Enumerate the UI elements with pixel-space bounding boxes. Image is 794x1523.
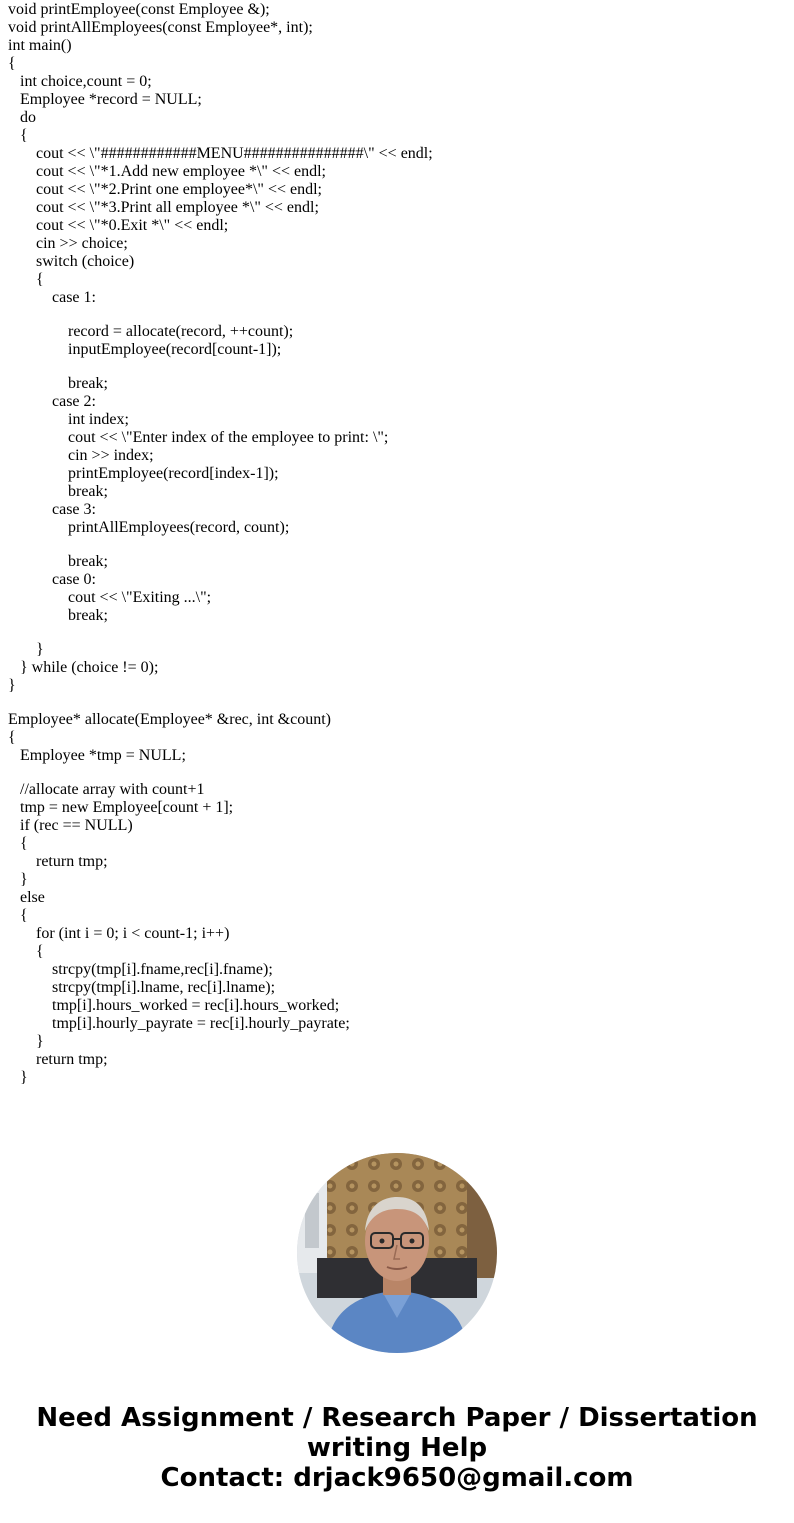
code-line: cout << \"*1.Add new employee *\" << endl; xyxy=(8,163,326,180)
code-line: tmp = new Employee[count + 1]; xyxy=(8,799,234,816)
code-line xyxy=(8,695,786,711)
code-line: do xyxy=(8,109,36,126)
code-line: { xyxy=(8,271,44,288)
code-line: cout << \"*2.Print one employee*\" << endl; xyxy=(8,181,322,198)
presenter-portrait-icon xyxy=(297,1153,497,1353)
code-line xyxy=(8,765,786,781)
code-line: break; xyxy=(8,483,108,500)
code-line: { xyxy=(8,729,16,746)
code-line: printAllEmployees(record, count); xyxy=(8,519,290,536)
code-line: switch (choice) xyxy=(8,253,135,270)
code-line: cout << \"*3.Print all employee *\" << endl; xyxy=(8,199,319,216)
code-line xyxy=(8,537,786,553)
promo-banner xyxy=(0,1403,794,1493)
code-line: Employee *record = NULL; xyxy=(8,91,202,108)
code-line: { xyxy=(8,55,16,72)
code-line: break; xyxy=(8,553,108,570)
code-line: { xyxy=(8,835,28,852)
promo-line-1: Need Assignment / Research Paper / Dissertation xyxy=(36,1403,758,1433)
code-line: tmp[i].hourly_payrate = rec[i].hourly_payrate; xyxy=(8,1015,350,1032)
code-line xyxy=(8,359,786,375)
code-line: void printEmployee(const Employee &); xyxy=(8,1,270,18)
code-line: if (rec == NULL) xyxy=(8,817,133,834)
code-line: { xyxy=(8,943,44,960)
code-line: cout << \"*0.Exit *\" << endl; xyxy=(8,217,229,234)
code-line: case 3: xyxy=(8,501,96,518)
code-line: } xyxy=(8,641,44,658)
code-line: case 0: xyxy=(8,571,96,588)
code-line: break; xyxy=(8,607,108,624)
code-line: break; xyxy=(8,375,108,392)
code-line: int main() xyxy=(8,37,72,54)
code-line: cout << \"############MENU###############\" << endl; xyxy=(8,145,433,162)
code-line: cout << \"Exiting ...\"; xyxy=(8,589,212,606)
code-line: printEmployee(record[index-1]); xyxy=(8,465,279,482)
code-line: Employee* allocate(Employee* &rec, int &count) xyxy=(8,711,331,728)
code-line: case 1: xyxy=(8,289,96,306)
code-line: //allocate array with count+1 xyxy=(8,781,205,798)
avatar xyxy=(297,1153,497,1353)
code-line: int index; xyxy=(8,411,129,428)
code-line: cout << \"Enter index of the employee to print: \"; xyxy=(8,429,389,446)
code-line: return tmp; xyxy=(8,1051,108,1068)
code-line: } xyxy=(8,1069,28,1086)
code-listing xyxy=(8,1,786,1087)
code-line: } xyxy=(8,677,16,694)
code-line: strcpy(tmp[i].lname, rec[i].lname); xyxy=(8,979,276,996)
code-line: strcpy(tmp[i].fname,rec[i].fname); xyxy=(8,961,273,978)
code-line: inputEmployee(record[count-1]); xyxy=(8,341,282,358)
promo-contact: Contact: drjack9650@gmail.com xyxy=(160,1463,634,1493)
code-line: tmp[i].hours_worked = rec[i].hours_worked; xyxy=(8,997,340,1014)
code-line: int choice,count = 0; xyxy=(8,73,152,90)
code-line: } while (choice != 0); xyxy=(8,659,159,676)
code-line xyxy=(8,307,786,323)
code-line: cin >> choice; xyxy=(8,235,128,252)
code-line: } xyxy=(8,871,28,888)
code-line: else xyxy=(8,889,45,906)
code-line: Employee *tmp = NULL; xyxy=(8,747,186,764)
code-line: void printAllEmployees(const Employee*, int); xyxy=(8,19,313,36)
promo-line-2: writing Help xyxy=(306,1433,488,1463)
code-line: return tmp; xyxy=(8,853,108,870)
code-line: for (int i = 0; i < count-1; i++) xyxy=(8,925,230,942)
code-line: } xyxy=(8,1033,44,1050)
code-line: { xyxy=(8,907,28,924)
code-line: case 2: xyxy=(8,393,96,410)
code-line: { xyxy=(8,127,28,144)
code-line: cin >> index; xyxy=(8,447,154,464)
code-line xyxy=(8,625,786,641)
code-line: record = allocate(record, ++count); xyxy=(8,323,294,340)
